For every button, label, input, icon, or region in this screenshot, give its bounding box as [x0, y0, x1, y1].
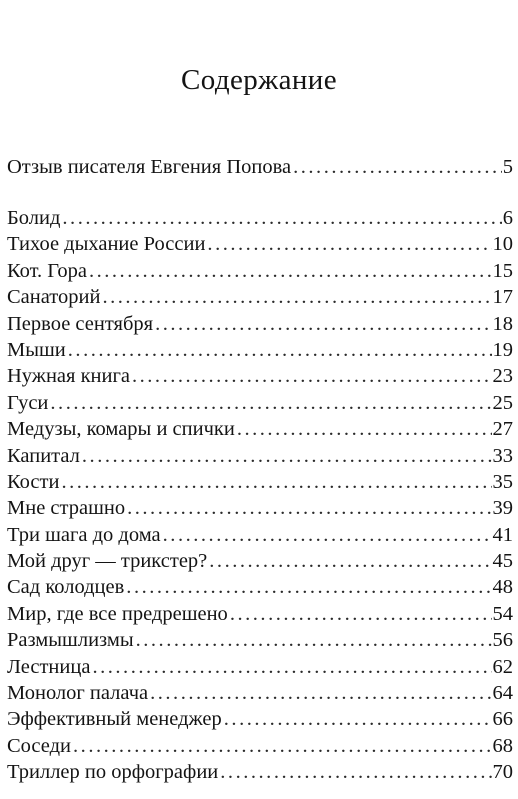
- toc-page-number: 6: [502, 207, 513, 229]
- toc-entry-title: Лестница: [7, 655, 91, 678]
- toc-entry: [7, 680, 513, 706]
- dot-leader: [62, 205, 501, 231]
- dot-leader: [220, 759, 491, 785]
- toc-entry: [7, 759, 513, 785]
- dot-leader: [126, 574, 491, 600]
- toc-entry: [7, 284, 513, 310]
- dot-leader: [163, 522, 492, 548]
- dot-leader: [73, 733, 491, 759]
- toc-entry: [7, 416, 513, 442]
- toc-page-number: 64: [492, 682, 513, 705]
- toc-entry: [7, 706, 513, 732]
- toc-entry: [7, 311, 513, 337]
- toc-entry-title: Мой друг — трикстер?: [7, 550, 208, 573]
- dot-leader: [89, 258, 492, 284]
- dot-leader: [92, 654, 491, 680]
- dot-leader: [127, 495, 491, 521]
- dot-leader: [224, 706, 492, 732]
- toc-entry-title: Триллер по орфографии: [7, 761, 219, 784]
- toc-page-number: 41: [492, 523, 513, 546]
- toc-page-number: 35: [492, 470, 513, 493]
- toc-entry-title: Отзыв писателя Евгения Попова: [7, 156, 292, 178]
- toc-preface-list: [7, 154, 513, 180]
- toc-entry: [7, 363, 513, 389]
- toc-entry-title: Эффективный менеджер: [7, 708, 222, 731]
- toc-entry-title: Монолог палача: [7, 682, 149, 705]
- dot-leader: [293, 154, 502, 180]
- toc-page-number: 23: [492, 365, 513, 388]
- toc-page-number: 19: [492, 338, 513, 361]
- dot-leader: [207, 231, 491, 257]
- toc-entry-title: Размышлизмы: [7, 629, 134, 652]
- toc-page-number: 48: [492, 576, 513, 599]
- toc-page-number: 10: [492, 233, 513, 256]
- toc-entry: [7, 231, 513, 257]
- toc-entry: [7, 627, 513, 653]
- toc-page-number: 56: [492, 629, 513, 652]
- toc-page-number: 62: [492, 655, 513, 678]
- toc-entry: [7, 337, 513, 363]
- toc-entry: [7, 469, 513, 495]
- toc-page-number: 66: [492, 708, 513, 731]
- toc-entry-title: Кости: [7, 470, 60, 493]
- toc-page-number: 54: [492, 602, 513, 625]
- toc-entry: [7, 548, 513, 574]
- toc-entry: [7, 733, 513, 759]
- toc-page-number: 27: [492, 418, 513, 441]
- toc-entry-title: Мир, где все предрешено: [7, 602, 228, 625]
- toc-entry-title: Болид: [7, 207, 61, 229]
- toc-entry: [7, 495, 513, 521]
- toc-entry-title: Сад колодцев: [7, 576, 125, 599]
- toc-entry-title: Первое сентября: [7, 312, 154, 335]
- toc-entry: [7, 390, 513, 416]
- toc-page-number: 25: [492, 391, 513, 414]
- toc-page-number: 33: [492, 444, 513, 467]
- dot-leader: [155, 311, 491, 337]
- toc-entry-title: Гуси: [7, 391, 49, 414]
- dot-leader: [102, 284, 491, 310]
- toc-entry-title: Соседи: [7, 734, 72, 757]
- toc-page-number: 18: [492, 312, 513, 335]
- dot-leader: [61, 469, 491, 495]
- dot-leader: [230, 601, 492, 627]
- dot-leader: [82, 443, 492, 469]
- toc-page-number: 70: [492, 761, 513, 784]
- toc-entry-title: Капитал: [7, 444, 80, 467]
- toc-page-number: 45: [492, 550, 513, 573]
- toc-entry-title: Медузы, комары и спички: [7, 418, 235, 441]
- toc-page-number: 39: [492, 497, 513, 520]
- dot-leader: [136, 627, 492, 653]
- toc-entry: [7, 574, 513, 600]
- toc-entry-title: Санаторий: [7, 286, 101, 309]
- toc-entry-title: Три шага до дома: [7, 523, 161, 546]
- toc-entry-title: Кот. Гора: [7, 259, 87, 282]
- toc-entry: [7, 522, 513, 548]
- toc-entry-preface: [7, 154, 513, 180]
- table-of-contents: [7, 205, 513, 786]
- toc-entry: [7, 443, 513, 469]
- toc-page-number: 68: [492, 734, 513, 757]
- toc-entry-title: Мне страшно: [7, 497, 126, 520]
- dot-leader: [237, 416, 492, 442]
- toc-page-number: 15: [492, 259, 513, 282]
- toc-entry: [7, 258, 513, 284]
- toc-page-number: 5: [502, 156, 513, 178]
- dot-leader: [132, 363, 492, 389]
- toc-entry-title: Тихое дыхание России: [7, 233, 206, 256]
- dot-leader: [150, 680, 491, 706]
- page-title: Содержание: [181, 64, 337, 96]
- toc-entry-title: Мыши: [7, 338, 66, 361]
- dot-leader: [68, 337, 492, 363]
- toc-entry: [7, 601, 513, 627]
- dot-leader: [209, 548, 491, 574]
- dot-leader: [50, 390, 491, 416]
- toc-entry-title: Нужная книга: [7, 365, 130, 388]
- toc-entry: [7, 654, 513, 680]
- toc-page-number: 17: [492, 286, 513, 309]
- toc-entry: [7, 205, 513, 231]
